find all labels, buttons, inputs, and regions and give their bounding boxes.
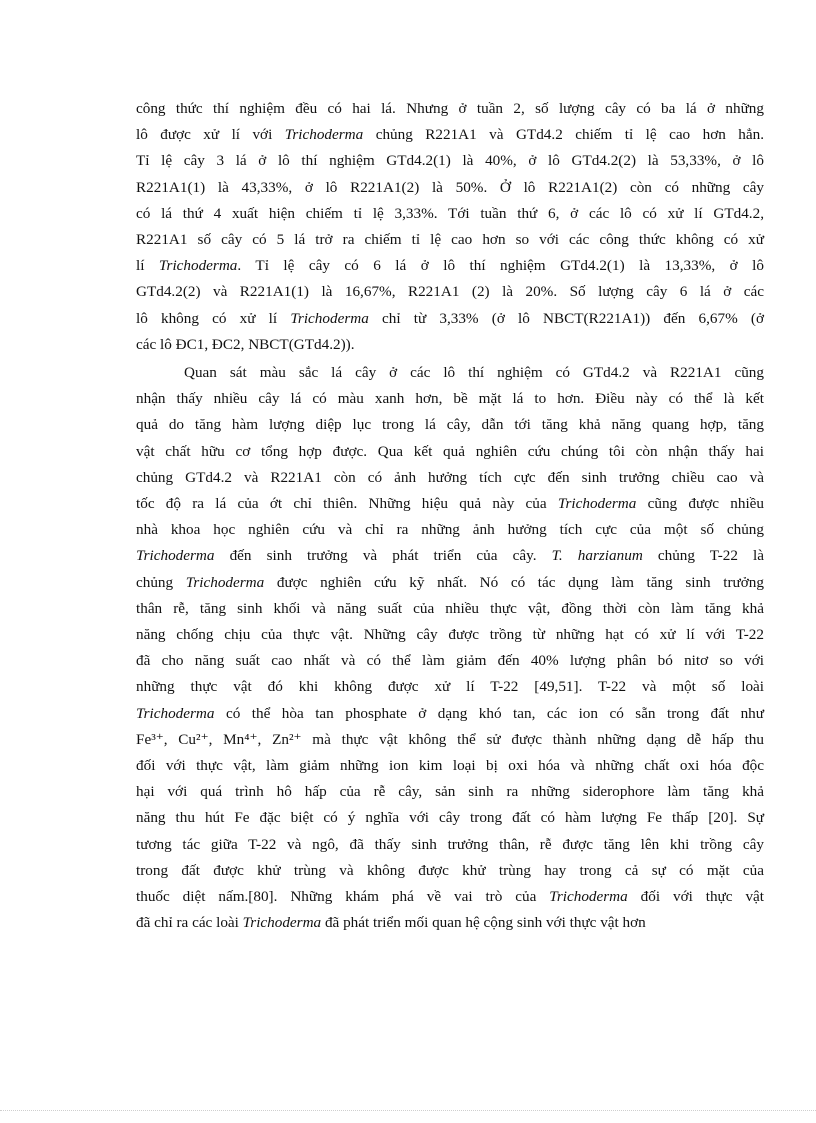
text-line	[136, 412, 764, 438]
italic-text: Trichoderma	[557, 495, 637, 513]
text-line	[136, 517, 764, 543]
text-line	[136, 701, 764, 727]
italic-text: T. harzianum	[551, 547, 643, 565]
body-paragraph	[136, 360, 764, 936]
text-line	[136, 753, 764, 779]
text-run: chủng T-22 là	[642, 547, 764, 565]
text-line	[136, 727, 764, 753]
text-run: được nghiên cứu kỹ nhất. Nó có tác dụng làm tăng sinh trưởng	[264, 573, 764, 591]
text-run: lô không có xử lí	[136, 309, 291, 327]
text-line	[136, 148, 764, 174]
italic-text: Trichoderma	[185, 573, 265, 591]
text-run: chủng R221A1 và GTd4.2 chiếm tỉ lệ cao hơn hẳn.	[363, 126, 764, 144]
text-line	[136, 858, 764, 884]
text-line	[136, 279, 764, 305]
italic-text: Trichoderma	[242, 914, 322, 932]
text-line	[136, 674, 764, 700]
text-run: công thức thí nghiệm đều có hai lá. Nhưng ở tuần 2, số lượng cây có ba lá ở những	[136, 100, 764, 117]
text-line	[136, 332, 764, 358]
text-line	[136, 386, 764, 412]
text-run: quả do tăng hàm lượng diệp lục trong lá cây, dẫn tới tăng khả năng quang hợp, tăng	[136, 416, 764, 434]
text-run: đã chỉ ra các loài	[136, 914, 243, 932]
text-line	[136, 96, 764, 122]
text-run: thân rễ, tăng sinh khối và năng suất của nhiều thực vật, đồng thời còn làm tăng khả	[136, 599, 764, 617]
text-run: năng thu hút Fe đặc biệt có ý nghĩa với cây trong đất có hàm lượng Fe thấp [20]. Sự	[136, 809, 764, 827]
text-run: tốc độ ra lá của ớt chỉ thiên. Những hiệu quả này của	[136, 495, 558, 513]
text-run: đến sinh trưởng và phát triển của cây.	[214, 547, 552, 565]
text-run: cũng được nhiều	[636, 495, 764, 513]
text-run: chủng GTd4.2 và R221A1 còn có ảnh hưởng tích cực đến sinh trưởng chiều cao và	[136, 468, 764, 486]
text-line	[136, 122, 764, 148]
italic-text: Trichoderma	[290, 309, 369, 327]
text-run: R221A1 số cây có 5 lá trở ra chiếm tỉ lệ cao hơn so với các công thức không có xử	[136, 231, 764, 249]
page-footer-divider	[0, 1110, 816, 1111]
text-run: có lá thứ 4 xuất hiện chiếm tỉ lệ 3,33%. Tới tuần thứ 6, ở các lô có xử lí GTd4.2,	[136, 204, 764, 222]
text-run: R221A1(1) là 43,33%, ở lô R221A1(2) là 50%. Ở lô R221A1(2) còn có những cây	[136, 178, 764, 196]
text-line	[136, 543, 764, 569]
text-line	[136, 596, 764, 622]
text-run: nhận thấy nhiều cây lá có màu xanh hơn, bề mặt lá to hơn. Điều này có thể là kết	[136, 390, 764, 408]
text-run: vật chất hữu cơ tổng hợp được. Qua kết quả nghiên cứu chúng tôi còn nhận thấy hai	[136, 442, 764, 460]
text-run: đối với thực vật	[627, 888, 765, 906]
text-line	[136, 465, 764, 491]
document-page	[136, 96, 764, 937]
text-run: các lô ĐC1, ĐC2, NBCT(GTd4.2)).	[136, 335, 355, 353]
text-run: Fe³⁺, Cu²⁺, Mn⁴⁺, Zn²⁺ mà thực vật không thể sử được thành những dạng dễ hấp thu	[136, 730, 764, 748]
text-line	[136, 570, 764, 596]
text-run: năng chống chịu của thực vật. Những cây được trồng từ những hạt có xử lí với T-22	[136, 626, 764, 644]
text-run: Quan sát màu sắc lá cây ở các lô thí nghiệm có GTd4.2 và R221A1 cũng	[184, 364, 764, 382]
italic-text: Trichoderma	[284, 126, 364, 144]
text-line	[136, 622, 764, 648]
text-run: lô được xử lí với	[136, 126, 285, 144]
text-run: . Tỉ lệ cây có 6 lá ở lô thí nghiệm GTd4.2(1) là 13,33%, ở lô	[237, 257, 764, 275]
text-run: những thực vật đó khi không được xử lí T-22 [49,51]. T-22 và một số loài	[136, 678, 764, 696]
text-run: lí	[136, 257, 159, 275]
text-line	[136, 439, 764, 465]
text-line	[136, 253, 764, 279]
text-run: đã phát triển mối quan hệ cộng sinh với thực vật hơn	[321, 914, 646, 932]
text-run: chủng	[136, 573, 186, 591]
text-run: GTd4.2(2) và R221A1(1) là 16,67%, R221A1 (2) là 20%. Số lượng cây 6 lá ở các	[136, 283, 764, 301]
text-line	[136, 491, 764, 517]
text-run: Tỉ lệ cây 3 lá ở lô thí nghiệm GTd4.2(1) là 40%, ở lô GTd4.2(2) là 53,33%, ở lô	[136, 152, 764, 170]
text-run: thuốc diệt nấm.[80]. Những khám phá về vai trò của	[136, 888, 550, 906]
text-run: đối với thực vật, làm giảm những ion kim loại bị oxi hóa và những chất oxi hóa độc	[136, 757, 764, 775]
text-line	[136, 360, 764, 386]
body-paragraph	[136, 96, 764, 358]
italic-text: Trichoderma	[158, 257, 238, 275]
text-run: hại với quá trình hô hấp của rễ cây, sản sinh ra những siderophore làm tăng khả	[136, 783, 764, 801]
text-run: tương tác giữa T-22 và ngô, đã thấy sinh trưởng thân, rễ được tăng lên khi trồng cây	[136, 835, 764, 853]
text-line	[136, 175, 764, 201]
text-run: nhà khoa học nghiên cứu và chỉ ra những ảnh hưởng tích cực của một số chủng	[136, 521, 764, 539]
text-line	[136, 832, 764, 858]
text-line	[136, 910, 764, 936]
text-line	[136, 201, 764, 227]
italic-text: Trichoderma	[549, 888, 628, 906]
text-run: trong đất được khử trùng và không được khử trùng hay trong cả sự có mặt của	[136, 861, 764, 879]
text-run: đã cho năng suất cao nhất và có thể làm giảm đến 40% lượng phân bó nitơ so với	[136, 652, 764, 670]
text-run: chỉ từ 3,33% (ở lô NBCT(R221A1)) đến 6,67% (ở	[368, 309, 764, 327]
text-line	[136, 805, 764, 831]
text-run: có thể hòa tan phosphate ở dạng khó tan, các ion có sẵn trong đất như	[214, 704, 764, 722]
italic-text: Trichoderma	[136, 704, 215, 722]
text-line	[136, 884, 764, 910]
text-line	[136, 779, 764, 805]
text-line	[136, 306, 764, 332]
text-line	[136, 648, 764, 674]
text-line	[136, 227, 764, 253]
italic-text: Trichoderma	[136, 547, 215, 565]
